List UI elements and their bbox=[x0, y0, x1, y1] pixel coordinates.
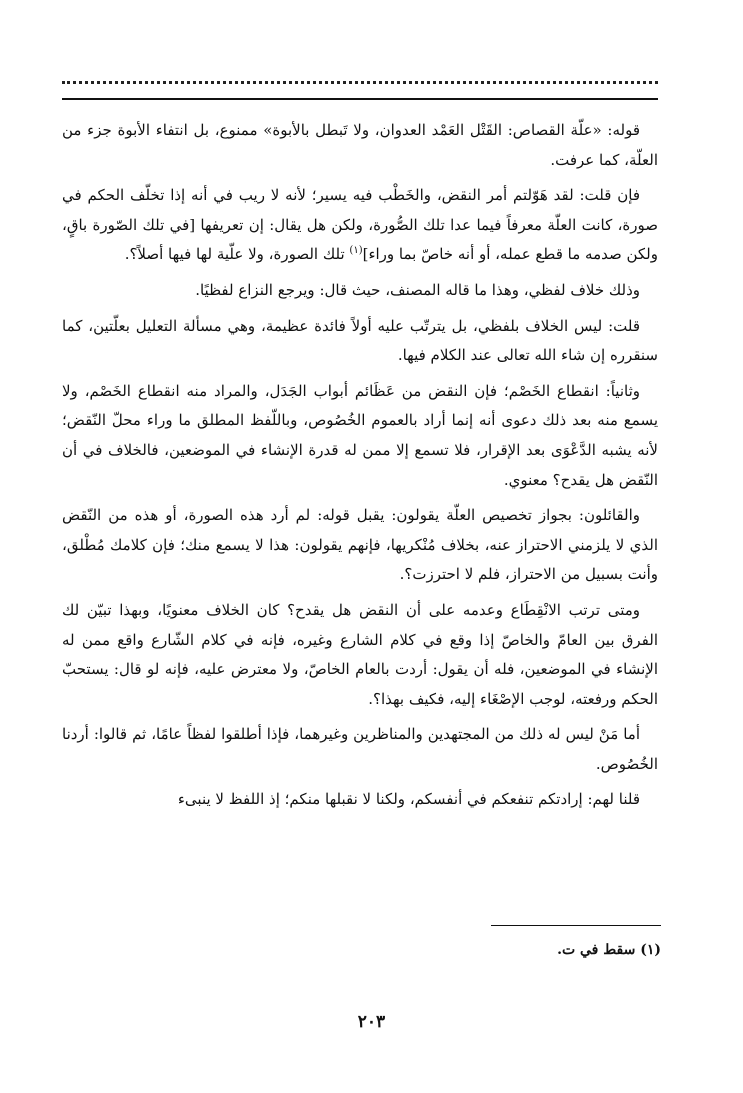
paragraph-1: قوله: «علّة القصاص: القَتْل العَمْد العدوان، ولا تَبطل بالأبوة» ممنوع، بل انتفاء الأبوة جزء من العلّة، كما عرفت. bbox=[62, 121, 658, 169]
paragraph-3: وذلك خلاف لفظي، وهذا ما قاله المصنف، حيث قال: ويرجع النزاع لفظيًا. bbox=[195, 280, 640, 299]
body-text bbox=[62, 116, 658, 821]
header-dotted-line bbox=[62, 72, 658, 84]
page-number: ٢٠٣ bbox=[357, 1012, 386, 1032]
paragraph-2-tail: تلك الصورة، ولا علّية لها فيها أصلاً؟. bbox=[124, 245, 350, 264]
paragraph-2-text: فإن قلت: لقد هَوّلتم أمر النقض، والخَطْب فيه يسير؛ لأنه لا ريب في أنه إذا تخلّف الحكم في صورة، كانت العلّة معرفاً فيما عدا تلك الصُّورة، ولكن هل يقال: إن تعريفها [في تلك الصّورة باقٍ، ولكن صدمه ما قطع عمله، أو أنه خاصّ بما وراء] bbox=[62, 186, 658, 264]
paragraph-9: قلنا لهم: إرادتكم تنفعكم في أنفسكم، ولكنا لا نقبلها منكم؛ إذ اللفظ لا ينبىء bbox=[177, 790, 640, 809]
paragraph-4: قلت: ليس الخلاف بلفظي، بل يترتّب عليه أولاً فائدة عظيمة، وهي مسألة التعليل بعلّتين، كما سنقرره إن شاء الله تعالى عند الكلام فيها. bbox=[62, 316, 658, 365]
footnote-rule bbox=[491, 925, 661, 926]
paragraph-7: ومتى ترتب الانْقِطَاع وعدمه على أن النقض هل يقدح؟ كان الخلاف معنويًا، وبهذا تبيّن لك الفرق بين العامّ والخاصّ إذا وقع في كلام الشارع وغيره، فإنه في كلام الشّارع واقع ممن له الإنشاء في الموضعين، فله أن يقول: أردت بالعام الخاصّ، ولا معترض عليه، فإنه لو قال: يستحبّ الحكم ورفعته، لوجب الإصْغَاء إليه، فكيف بهذا؟. bbox=[62, 600, 658, 708]
paragraph-2 bbox=[62, 181, 658, 270]
paragraph-8: أما مَنْ ليس له ذلك من المجتهدين والمناظرين وغيرهما، فإذا أطلقوا لفظاً عامًا، ثم قالوا: أردنا الخُصُوص. bbox=[62, 725, 658, 773]
paragraph-6: والقائلون: بجواز تخصيص العلّة يقولون: يقبل قوله: لم أرد هذه الصورة، أو هذه من النّقض الذي لا يلزمني الاحتراز عنه، بخلاف مُنْكريها، فإنهم يقولون: هذا لا يسمع منك؛ فإن كلامك مُطْلق، وأنت بسبيل من الاحتراز، فلم لا احترزت؟. bbox=[62, 506, 658, 584]
footnote: (١) سقط في ت. bbox=[557, 942, 661, 958]
footnote-marker: (١) bbox=[349, 245, 363, 257]
header-rule bbox=[62, 98, 658, 100]
paragraph-5: وثانياً: انقطاع الخَصْم؛ فإن النقض من عَظَائم أبواب الجَدَل، والمراد منه انقطاع الخَصْم، ولا يسمع منه بعد ذلك دعوى أنه إنما أراد بالعموم الخُصُوص، وباللّفظ المطلق ما وراء محلّ النّقض؛ لأنه يشبه الدَّعْوَى بعد الإقرار، فلا تسمع إلا ممن له قدرة الإنشاء في الموضعين، فالخلاف في أن النّقض هل يقدح؟ معنوي. bbox=[62, 381, 658, 489]
